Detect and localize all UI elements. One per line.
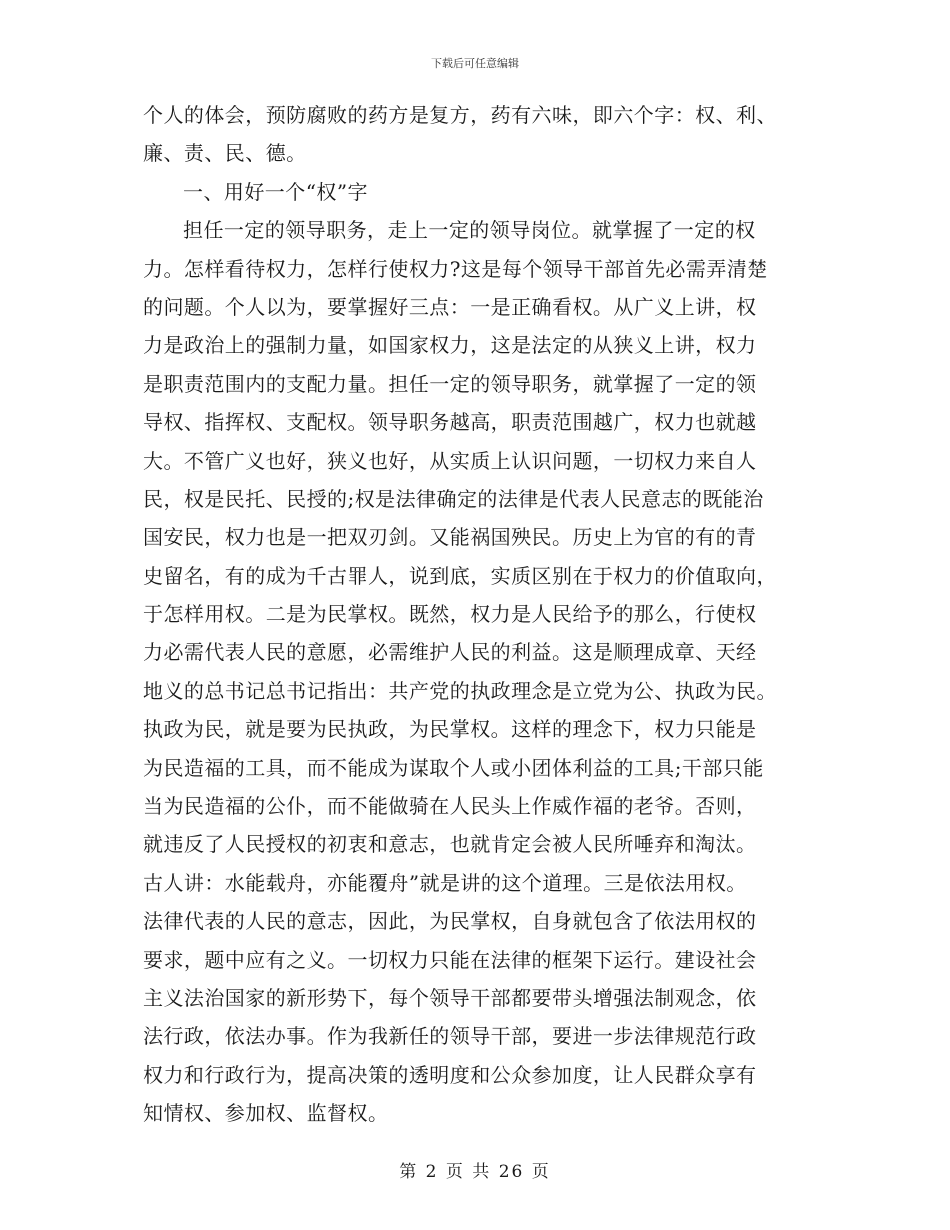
text-line: 是职责范围内的支配力量。担任一定的领导职务，就掌握了一定的领 bbox=[143, 371, 757, 396]
text-line: 大。不管广义也好，狭义也好，从实质上认识问题，一切权力来自人 bbox=[143, 448, 757, 473]
text-line: 主义法治国家的新形势下，每个领导干部都要带头增强法制观念，依 bbox=[143, 985, 757, 1010]
text-line: 力必需代表人民的意愿，必需维护人民的利益。这是顺理成章、天经 bbox=[143, 640, 757, 665]
text-line: 当为民造福的公仆，而不能做骑在人民头上作威作福的老爷。否则， bbox=[143, 794, 757, 819]
page-footer: 第 2 页 共 26 页 bbox=[399, 1162, 551, 1182]
text-line: 要求，题中应有之义。一切权力只能在法律的框架下运行。建设社会 bbox=[143, 947, 757, 972]
page-header: 下载后可任意编辑 bbox=[431, 57, 519, 70]
text-line: 执政为民，就是要为民执政，为民掌权。这样的理念下，权力只能是 bbox=[143, 717, 757, 742]
text-line: 古人讲：水能载舟，亦能覆舟”就是讲的这个道理。三是依法用权。 bbox=[143, 870, 747, 895]
text-line: 权力和行政行为，提高决策的透明度和公众参加度，让人民群众享有 bbox=[143, 1062, 757, 1087]
text-line: 地义的总书记总书记指出：共产党的执政理念是立党为公、执政为民。 bbox=[143, 678, 777, 703]
document-body bbox=[143, 96, 803, 1133]
text-line: 为民造福的工具，而不能成为谋取个人或小团体利益的工具;干部只能 bbox=[143, 755, 764, 780]
text-line: 力是政治上的强制力量，如国家权力，这是法定的从狭义上讲，权力 bbox=[143, 333, 757, 358]
text-line: 就违反了人民授权的初衷和意志，也就肯定会被人民所唾弃和淘汰。 bbox=[143, 832, 757, 857]
text-line: 国安民，权力也是一把双刃剑。又能祸国殃民。历史上为官的有的青 bbox=[143, 525, 757, 550]
text-line: 史留名，有的成为千古罪人，说到底，实质区别在于权力的价值取向， bbox=[143, 563, 777, 588]
text-line: 力。怎样看待权力，怎样行使权力?这是每个领导干部首先必需弄清楚 bbox=[143, 256, 768, 281]
paragraph-first-line: 担任一定的领导职务，走上一定的领导岗位。就掌握了一定的权 bbox=[183, 218, 756, 243]
text-line: 的问题。个人以为，要掌握好三点：一是正确看权。从广义上讲，权 bbox=[143, 294, 757, 319]
text-line: 法律代表的人民的意志，因此，为民掌权，自身就包含了依法用权的 bbox=[143, 909, 757, 934]
section-heading: 一、用好一个“权”字 bbox=[183, 179, 368, 204]
text-line: 知情权、参加权、监督权。 bbox=[143, 1101, 389, 1126]
text-line: 个人的体会，预防腐败的药方是复方，药有六味，即六个字：权、利、 bbox=[143, 103, 777, 127]
text-line: 法行政，依法办事。作为我新任的领导干部，要进一步法律规范行政 bbox=[143, 1024, 757, 1049]
text-line: 于怎样用权。二是为民掌权。既然，权力是人民给予的那么，行使权 bbox=[143, 602, 757, 627]
text-line: 导权、指挥权、支配权。领导职务越高，职责范围越广，权力也就越 bbox=[143, 410, 757, 435]
text-line: 民，权是民托、民授的;权是法律确定的法律是代表人民意志的既能治 bbox=[143, 486, 764, 511]
text-line: 廉、责、民、德。 bbox=[143, 141, 307, 166]
